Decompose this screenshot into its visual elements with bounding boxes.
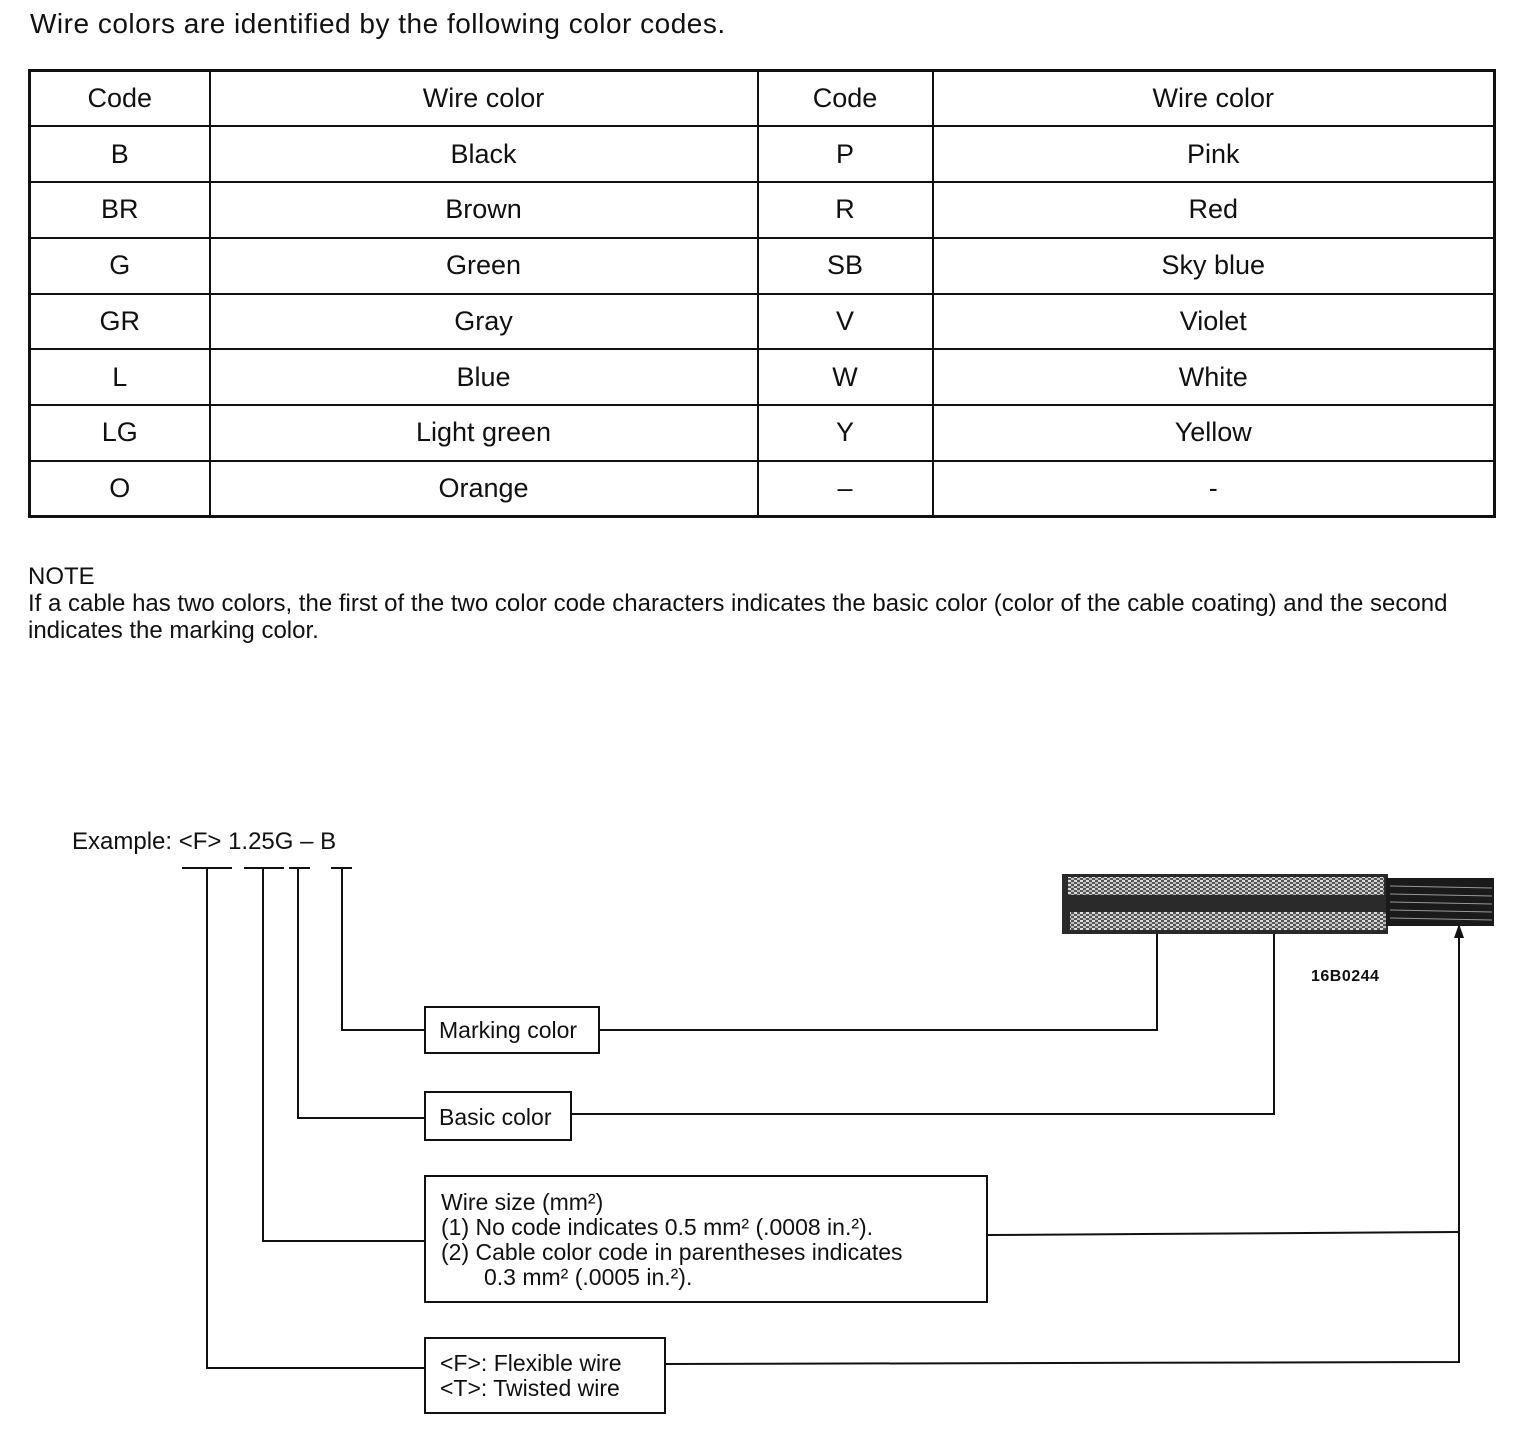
table-cell: Sky blue: [933, 238, 1495, 294]
table-cell: Light green: [210, 405, 758, 461]
marking-color-label: Marking color: [439, 1017, 578, 1043]
table-cell: G: [30, 238, 210, 294]
wire-size-note-2: (2) Cable color code in parentheses indicates: [441, 1239, 903, 1265]
table-cell: W: [758, 349, 933, 405]
wire-type-flexible: <F>: Flexible wire: [440, 1350, 622, 1376]
table-cell: L: [30, 349, 210, 405]
table-cell: -: [933, 461, 1495, 517]
table-cell: Green: [210, 238, 758, 294]
table-cell: Pink: [933, 126, 1495, 182]
header-wire-color: Wire color: [210, 71, 758, 127]
wire-size-note-1: (1) No code indicates 0.5 mm² (.0008 in.²).: [441, 1214, 874, 1240]
table-cell: O: [30, 461, 210, 517]
table-cell: Orange: [210, 461, 758, 517]
table-cell: White: [933, 349, 1495, 405]
table-cell: V: [758, 294, 933, 350]
note-heading: NOTE: [28, 563, 95, 590]
table-cell: Brown: [210, 182, 758, 238]
table-cell: Violet: [933, 294, 1495, 350]
basic-color-box: [424, 1091, 572, 1141]
table-cell: P: [758, 126, 933, 182]
wire-size-box: [424, 1175, 988, 1303]
table-cell: Blue: [210, 349, 758, 405]
table-cell: –: [758, 461, 933, 517]
wire-size-note-2-cont: 0.3 mm² (.0005 in.²).: [484, 1264, 693, 1290]
table-cell: Y: [758, 405, 933, 461]
cable-illustration: [1062, 874, 1494, 934]
header-code: Code: [30, 71, 210, 127]
table-cell: B: [30, 126, 210, 182]
example-code: Example: <F> 1.25G – B: [72, 828, 337, 855]
table-cell: R: [758, 182, 933, 238]
table-cell: Gray: [210, 294, 758, 350]
table-cell: LG: [30, 405, 210, 461]
figure-code: 16B0244: [1311, 968, 1380, 985]
wire-size-title: Wire size (mm²): [441, 1189, 604, 1215]
intro-text: Wire colors are identified by the following color codes.: [30, 8, 726, 39]
table-cell: SB: [758, 238, 933, 294]
table-cell: Red: [933, 182, 1495, 238]
table-cell: Black: [210, 126, 758, 182]
header-code: Code: [758, 71, 933, 127]
table-cell: BR: [30, 182, 210, 238]
wire-type-twisted: <T>: Twisted wire: [440, 1375, 620, 1401]
header-wire-color: Wire color: [933, 71, 1495, 127]
table-cell: GR: [30, 294, 210, 350]
marking-color-box: [424, 1006, 600, 1054]
table-cell: Yellow: [933, 405, 1495, 461]
basic-color-label: Basic color: [439, 1104, 552, 1130]
note-body: If a cable has two colors, the first of the two color code characters indicates the basic color (color of the cable coating) and the second indicates the marking color.: [28, 590, 1448, 644]
wire-type-box: [424, 1337, 666, 1414]
